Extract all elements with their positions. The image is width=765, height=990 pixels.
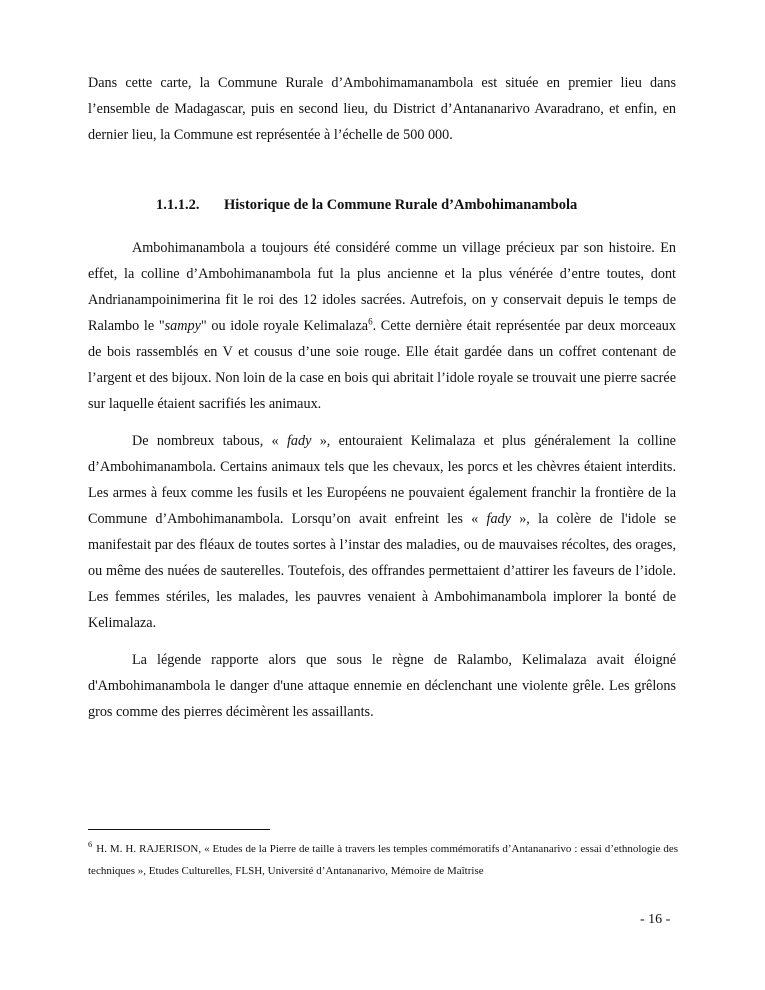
fady-term: fady: [286, 433, 312, 449]
footnote: [88, 838, 678, 882]
page-body: [88, 70, 676, 725]
section-heading: [88, 192, 676, 218]
footnote-text: H. M. H. RAJERISON, « Etudes de la Pierre de taille à travers les temples commémoratifs d’Antananarivo : essai d’ethnologie des techniques », Etudes Culturelles, FLSH, Université d’Antananarivo, Mémoire de Maîtrise: [88, 843, 678, 877]
history-paragraph-3: La légende rapporte alors que sous le règne de Ralambo, Kelimalaza avait éloigné d'Ambohimanambola le danger d'une attaque ennemie en déclenchant une violente grêle. Les grêlons gros comme des pierres décimèrent les assaillants.: [88, 652, 676, 720]
section-number: 1.1.1.2.: [156, 197, 200, 213]
p1-text-c: . Cette dernière était représentée par deux morceaux de bois rassemblés en V et cousus d’une soie rouge. Elle était gardée dans un coffret contenant de l’argent et des bijoux. Non loin de la case en bois qui abritait l’idole royale se trouvait une pierre sacrée sur laquelle étaient sacrifiés les animaux.: [88, 318, 676, 412]
p2-text-a: De nombreux tabous, «: [132, 433, 287, 449]
intro-paragraph: Dans cette carte, la Commune Rurale d’Ambohimamanambola est située en premier lieu dans l’ensemble de Madagascar, puis en second lieu, du District d’Antananarivo Avaradrano, et enfin, en dernier lieu, la Commune est représentée à l’échelle de 500 000.: [88, 75, 676, 143]
fady-term: fady: [486, 511, 511, 527]
p1-text-a: Ambohimanambola a toujours été considéré comme un village précieux par son histoire. En effet, la colline d’Ambohimanambola fut la plus ancienne et la plus vénérée d’entre toutes, dont Andrianampoinimerina fit le roi des 12 idoles sacrées. Autrefois, on y conservait depuis le temps de Ralambo le ": [88, 240, 676, 334]
footnote-separator: [88, 829, 270, 830]
p2-text-b: », entouraient Kelimalaza et plus généralement la colline d’Ambohimanambola. Certains animaux tels que les chevaux, les porcs et les chèvres étaient interdits. Les armes à feux comme les fusils et les Européens ne pouvaient également franchir la frontière de la Commune d’Ambohimanambola. Lorsqu’on avait enfreint les «: [88, 433, 676, 527]
section-title: Historique de la Commune Rurale d’Ambohimanambola: [224, 197, 578, 213]
p1-text-b: " ou idole royale Kelimalaza: [200, 318, 369, 334]
page-number: - 16 -: [640, 912, 671, 927]
history-paragraph-1: [88, 235, 676, 417]
history-paragraph-2: [88, 428, 676, 636]
footnote-reference[interactable]: 6: [368, 316, 373, 327]
footnote-number: 6: [88, 839, 93, 850]
sampy-term: sampy: [164, 318, 201, 334]
p2-text-c: », la colère de l'idole se manifestait par des fléaux de toutes sortes à l’instar des maladies, ou de mauvaises récoltes, des orages, ou même des nuées de sauterelles. Toutefois, des offrandes permettaient d’attirer les faveurs de l’idole. Les femmes stériles, les malades, les pauvres venaient à Ambohimanambola implorer la bonté de Kelimalaza.: [88, 511, 677, 631]
